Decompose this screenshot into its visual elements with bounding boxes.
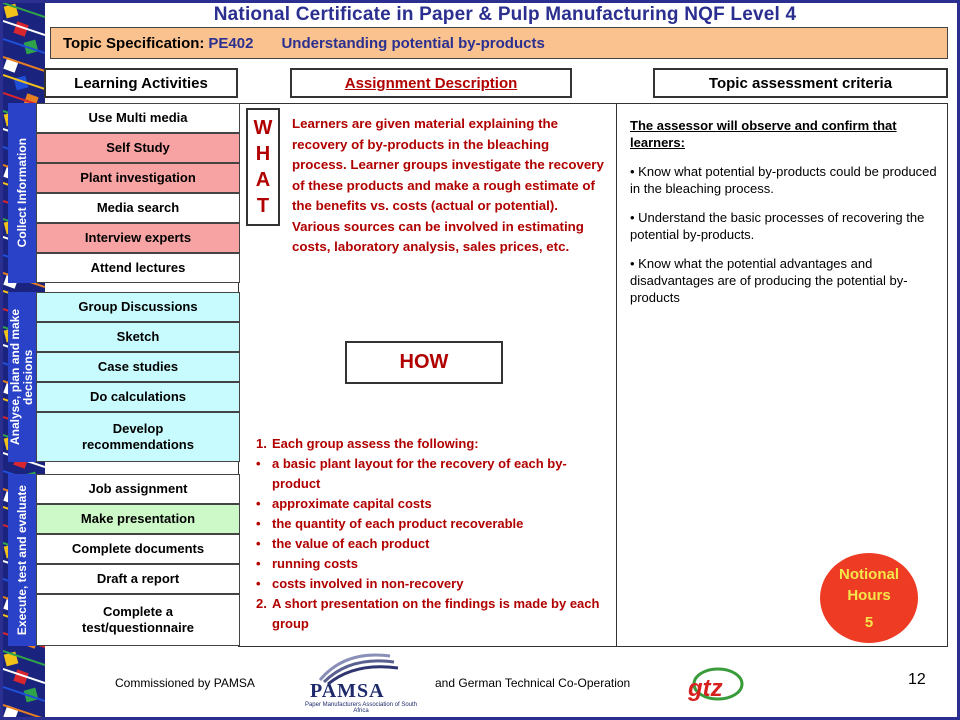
group-label-collect: Collect Information	[8, 103, 36, 283]
how-step-item	[252, 574, 608, 594]
how-step-marker: •	[256, 576, 261, 591]
how-step-marker: •	[256, 496, 261, 511]
how-step-marker: 1.	[256, 436, 267, 451]
how-step-marker: •	[256, 456, 261, 471]
activity-item: Complete documents	[36, 534, 240, 564]
how-step-item	[252, 594, 608, 634]
how-step-text: approximate capital costs	[272, 496, 432, 511]
hours-label-line2: Hours	[847, 586, 891, 604]
topic-specification-bar	[50, 27, 948, 59]
activity-item: Plant investigation	[36, 163, 240, 193]
activity-item: Draft a report	[36, 564, 240, 594]
activity-item: Develop recommendations	[36, 412, 240, 462]
notional-hours-badge	[820, 553, 918, 643]
gtz-logo	[682, 666, 746, 706]
what-letter: W	[253, 117, 273, 139]
commissioned-text: Commissioned by PAMSA	[115, 676, 255, 690]
activity-item: Interview experts	[36, 223, 240, 253]
activity-item: Job assignment	[36, 474, 240, 504]
how-step-text: Each group assess the following:	[272, 436, 479, 451]
hours-value: 5	[864, 613, 874, 631]
assessment-criteria-header: Topic assessment criteria	[653, 68, 948, 98]
what-description: Learners are given material explaining the recovery of by-products in the bleaching process. Learner groups investigate the recovery of these products and make a rough estimate of the benefits vs. costs (actual or potential). Various sources can be involved in estimating costs, laboratory analysis, sales prices, etc.	[292, 116, 604, 254]
criteria-item: • Understand the basic processes of recovering the potential by-products.	[630, 210, 925, 242]
group-label-analyse: Analyse, plan and make decisions	[8, 292, 36, 462]
activity-item: Group Discussions	[36, 292, 240, 322]
activity-item: Case studies	[36, 352, 240, 382]
criteria-intro: The assessor will observe and confirm that learners:	[630, 118, 897, 150]
what-letter: T	[256, 195, 270, 217]
topic-code: PE402	[208, 34, 254, 52]
cooperation-text: and German Technical Co-Operation	[435, 676, 631, 690]
how-step-item	[252, 434, 608, 454]
topic-label: Topic Specification:	[63, 34, 205, 52]
gtz-logo-text: gtz	[688, 675, 723, 702]
topic-name: Understanding potential by-products	[281, 34, 545, 52]
how-step-text: costs involved in non-recovery	[272, 576, 464, 591]
how-step-text: a basic plant layout for the recovery of each by-product	[272, 456, 567, 491]
how-step-text: the value of each product	[272, 536, 430, 551]
how-step-text: the quantity of each product recoverable	[272, 516, 524, 531]
how-step-marker: •	[256, 556, 261, 571]
how-step-item	[252, 534, 608, 554]
how-step-text: running costs	[272, 556, 358, 571]
criteria-item: • Know what the potential advantages and disadvantages are of producing the potential by-products	[630, 256, 908, 305]
assessment-criteria	[630, 117, 938, 318]
assignment-description-header: Assignment Description	[290, 68, 572, 98]
learning-activities-header: Learning Activities	[44, 68, 238, 98]
how-step-marker: •	[256, 516, 261, 531]
how-label-box: HOW	[345, 341, 503, 384]
what-letter: A	[255, 169, 271, 191]
panel-divider	[616, 103, 617, 647]
activity-item: Do calculations	[36, 382, 240, 412]
page-number: 12	[908, 671, 926, 688]
how-steps-list	[252, 434, 608, 634]
activity-item: Attend lectures	[36, 253, 240, 283]
how-step-marker: •	[256, 536, 261, 551]
pamsa-logo-subtitle: Paper Manufacturers Association of South Africa	[304, 702, 418, 714]
activity-item: Use Multi media	[36, 103, 240, 133]
what-letter: H	[255, 143, 271, 165]
how-step-text: A short presentation on the findings is made by each group	[272, 596, 600, 631]
how-step-item	[252, 554, 608, 574]
activity-item: Self Study	[36, 133, 240, 163]
activity-item: Media search	[36, 193, 240, 223]
activity-item: Complete a test/questionnaire	[36, 594, 240, 646]
group-label-execute: Execute, test and evaluate	[8, 474, 36, 646]
how-step-item	[252, 454, 608, 494]
how-step-item	[252, 494, 608, 514]
page-title: National Certificate in Paper & Pulp Manufacturing NQF Level 4	[213, 4, 797, 25]
how-step-item	[252, 514, 608, 534]
activity-item: Sketch	[36, 322, 240, 352]
activity-item: Make presentation	[36, 504, 240, 534]
pamsa-logo	[300, 650, 420, 714]
how-step-marker: 2.	[256, 596, 267, 611]
hours-label-line1: Notional	[839, 565, 899, 583]
what-label-box	[246, 108, 280, 226]
criteria-item: • Know what potential by-products could be produced in the bleaching process.	[630, 164, 937, 196]
pamsa-logo-text: PAMSA	[310, 680, 385, 702]
